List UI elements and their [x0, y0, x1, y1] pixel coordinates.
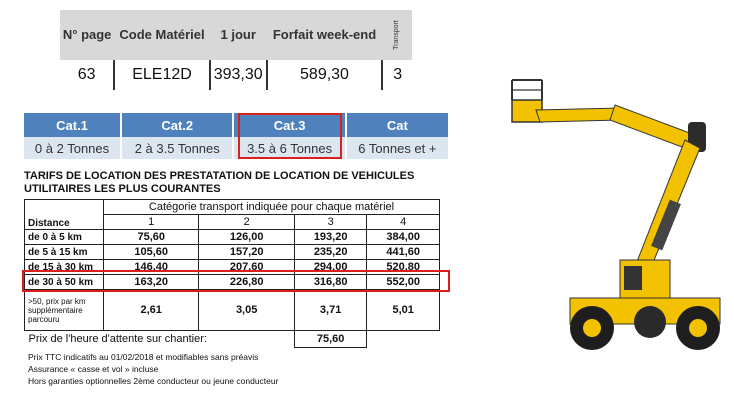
cat-range: 2 à 3.5 Tonnes [121, 137, 233, 159]
notes [28, 351, 278, 387]
note: Prix TTC indicatifs au 01/02/2018 et modifiables sans préavis [28, 352, 259, 362]
cat-range: 3.5 à 6 Tonnes [233, 137, 345, 159]
aerial-lift-image [500, 60, 734, 360]
cat-header: Cat.3 [233, 113, 345, 137]
table-row: de 0 à 5 km 75,60 126,00 193,20 384,00 [25, 230, 440, 245]
cell-page: 63 [77, 66, 96, 83]
cat-header: Cat.1 [24, 113, 121, 137]
wait-value: 75,60 [294, 331, 367, 348]
table-row-highlighted: de 30 à 50 km 163,20 226,80 316,80 552,00 [25, 275, 440, 290]
row-highlight [22, 270, 450, 292]
table-row-supplement: >50, prix par km supplémentaire parcouru 2,61 3,05 3,71 5,01 [25, 290, 440, 331]
product-table [60, 10, 412, 90]
cell-day: 393,30 [210, 60, 267, 90]
distance-header: Distance [25, 200, 104, 230]
col-cat: 1 [104, 215, 199, 230]
col-code: Code Matériel [114, 10, 209, 60]
cat-range: 6 Tonnes et + [346, 137, 448, 159]
cat-range: 0 à 2 Tonnes [24, 137, 121, 159]
table-row: de 15 à 30 km 146,40 207,60 294,00 520,80 [25, 260, 440, 275]
col-day: 1 jour [210, 10, 267, 60]
note: Hors garanties optionnelles 2ème conducteur ou jeune conducteur [28, 376, 279, 386]
wait-label: Prix de l'heure d'attente sur chantier: [28, 333, 207, 346]
col-cat: 4 [367, 215, 440, 230]
col-cat: 2 [199, 215, 294, 230]
col-cat: 3 [294, 215, 367, 230]
cat-header: Cat [346, 113, 448, 137]
category-table [24, 113, 448, 159]
cell-code: ELE12D [114, 60, 209, 90]
category-group-header: Catégorie transport indiquée pour chaque matériel [104, 200, 440, 215]
category-highlight [238, 113, 342, 159]
note: Assurance « casse et vol » incluse [28, 364, 159, 374]
table-row: de 5 à 15 km 105,60 157,20 235,20 441,60 [25, 245, 440, 260]
cell-weekend: 589,30 [267, 60, 383, 90]
wait-row [25, 331, 440, 348]
col-transport: Transport [382, 10, 412, 60]
cell-transport: 3 [382, 60, 412, 90]
col-weekend: Forfait week-end [267, 10, 383, 60]
tarif-title: TARIFS DE LOCATION DES PRESTATATION DE LOCATION DE VEHICULES UTILITAIRES LES PLUS COURANTES [24, 170, 415, 195]
col-page: N° page [60, 10, 114, 60]
cat-header: Cat.2 [121, 113, 233, 137]
